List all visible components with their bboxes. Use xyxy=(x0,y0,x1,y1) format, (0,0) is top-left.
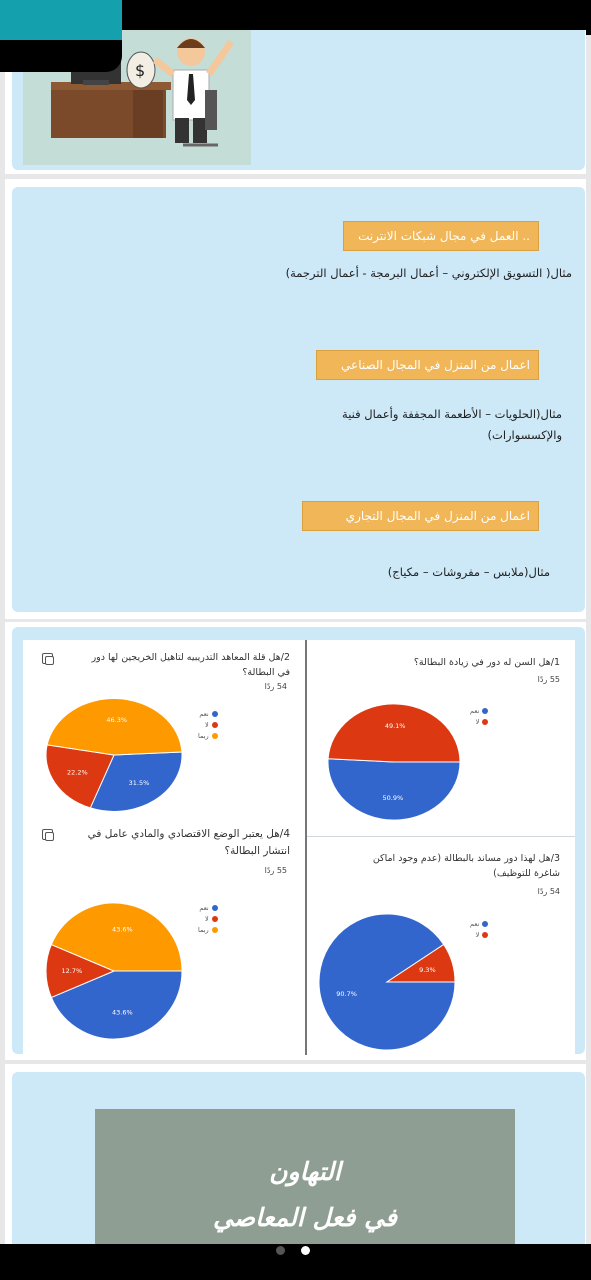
legend-yes-dot xyxy=(482,708,488,714)
commercial-work-box: اعمال من المنزل في المجال التجاري xyxy=(302,501,539,531)
pie-slice-2 xyxy=(328,704,460,762)
chart3-responses: 54 ردًا xyxy=(537,887,560,896)
banner-title-line2: في فعل المعاصي xyxy=(213,1203,397,1232)
legend-no-label: لا xyxy=(475,717,480,726)
chart2-question-line1: 2/هل قلة المعاهد التدريبيه لتاهيل الخريجين لها دور xyxy=(91,652,290,663)
legend-yes-label: نعم xyxy=(470,919,480,928)
chart3-question-line2: شاغرة للتوظيف) xyxy=(493,868,560,879)
legend-maybe xyxy=(198,924,218,935)
chart4-question-line2: انتشار البطالة؟ xyxy=(224,845,290,857)
pie-slice-label-1: 90.7% xyxy=(336,990,357,999)
notification-pill xyxy=(0,40,122,72)
chart1-question: 1/هل السن له دور في زيادة البطالة؟ xyxy=(413,657,560,668)
legend-yes-dot xyxy=(212,711,218,717)
chart4-question xyxy=(60,826,290,860)
legend-yes-label: نعم xyxy=(199,709,209,718)
legend-no xyxy=(470,929,488,940)
page-dot-1[interactable] xyxy=(276,1246,285,1255)
legend-maybe-dot xyxy=(212,927,218,933)
chart1-legend xyxy=(470,705,488,727)
page-indicator-bar xyxy=(0,1244,591,1280)
teal-corner xyxy=(0,0,122,40)
legend-yes-label: نعم xyxy=(199,903,209,912)
chart2-question xyxy=(60,650,290,680)
chart2-question-line2: في البطالة؟ xyxy=(242,667,290,678)
chart1-pie xyxy=(320,697,470,827)
chart3-pie xyxy=(315,910,465,1050)
chart1-responses: 55 ردًا xyxy=(537,675,560,684)
pie-slice-label-2: 22.2% xyxy=(67,768,88,777)
row-divider xyxy=(307,836,575,837)
chart2-responses: 54 ردًا xyxy=(264,682,287,691)
legend-yes-dot xyxy=(482,921,488,927)
legend-no-label: لا xyxy=(475,930,480,939)
legend-no-dot xyxy=(212,722,218,728)
legend-no-dot xyxy=(482,932,488,938)
legend-maybe-dot xyxy=(212,733,218,739)
pie-slice-label-1: 50.9% xyxy=(382,793,404,802)
industrial-example-line2: والإكسسوارات) xyxy=(487,428,562,442)
pie-slice-label-2: 49.1% xyxy=(384,722,406,731)
legend-yes-dot xyxy=(212,905,218,911)
svg-text:$: $ xyxy=(135,61,146,80)
column-divider xyxy=(305,640,307,1055)
pie-slice-label-3: 43.6% xyxy=(112,925,133,934)
industrial-work-box: اعمال من المنزل في المجال الصناعي xyxy=(316,350,539,380)
industrial-example-line1: مثال(الحلويات – الأطعمة المجففة وأعمال فنية xyxy=(342,407,562,421)
legend-no xyxy=(198,719,218,730)
chart4-responses: 55 ردًا xyxy=(264,866,287,875)
internet-work-example: مثال( التسويق الإلكتروني – أعمال البرمجة - أعمال الترجمة) xyxy=(285,266,572,280)
legend-maybe-label: ربما xyxy=(198,925,209,934)
chart2-legend xyxy=(198,708,218,741)
legend-yes-label: نعم xyxy=(470,706,480,715)
legend-no xyxy=(198,913,218,924)
pie-slice-label-2: 12.7% xyxy=(61,967,83,975)
internet-work-box: .. العمل في مجال شبكات الانترنت xyxy=(343,221,539,251)
pie-slice-label-1: 31.5% xyxy=(128,779,150,788)
legend-maybe-label: ربما xyxy=(198,731,209,740)
chart3-legend xyxy=(470,918,488,940)
copy-chart-icon[interactable] xyxy=(42,653,53,664)
legend-no-label: لا xyxy=(204,914,209,923)
pie-slice-label-2: 9.3% xyxy=(419,965,436,974)
legend-yes xyxy=(198,708,218,719)
legend-maybe xyxy=(198,730,218,741)
chart3-question-line1: 3/هل لهذا دور مساند بالبطالة (عدم وجود اماكن xyxy=(372,853,560,864)
copy-chart-icon[interactable] xyxy=(42,829,53,840)
legend-no xyxy=(470,716,488,727)
legend-no-dot xyxy=(212,916,218,922)
legend-yes xyxy=(470,918,488,929)
chart4-question-line1: 4/هل يعتبر الوضع الاقتصادي والمادي عامل في xyxy=(87,828,290,840)
pie-slice-label-1: 43.6% xyxy=(112,1008,133,1017)
pie-slice-3 xyxy=(47,699,182,755)
pie-slice-1 xyxy=(328,759,460,820)
page-dot-2-active[interactable] xyxy=(301,1246,310,1255)
pie-slice-label-3: 46.3% xyxy=(106,716,128,725)
title-banner xyxy=(95,1109,515,1244)
chart4-legend xyxy=(198,902,218,935)
chart3-question xyxy=(320,851,560,881)
legend-no-label: لا xyxy=(204,720,209,729)
banner-title-line1: التهاون xyxy=(269,1157,341,1186)
legend-yes xyxy=(470,705,488,716)
legend-no-dot xyxy=(482,719,488,725)
chart2-pie xyxy=(40,697,190,817)
commercial-work-example: مثال(ملابس – مفروشات – مكياج) xyxy=(387,565,550,579)
industrial-work-example xyxy=(300,404,562,446)
legend-yes xyxy=(198,902,218,913)
chart4-pie xyxy=(40,898,190,1043)
